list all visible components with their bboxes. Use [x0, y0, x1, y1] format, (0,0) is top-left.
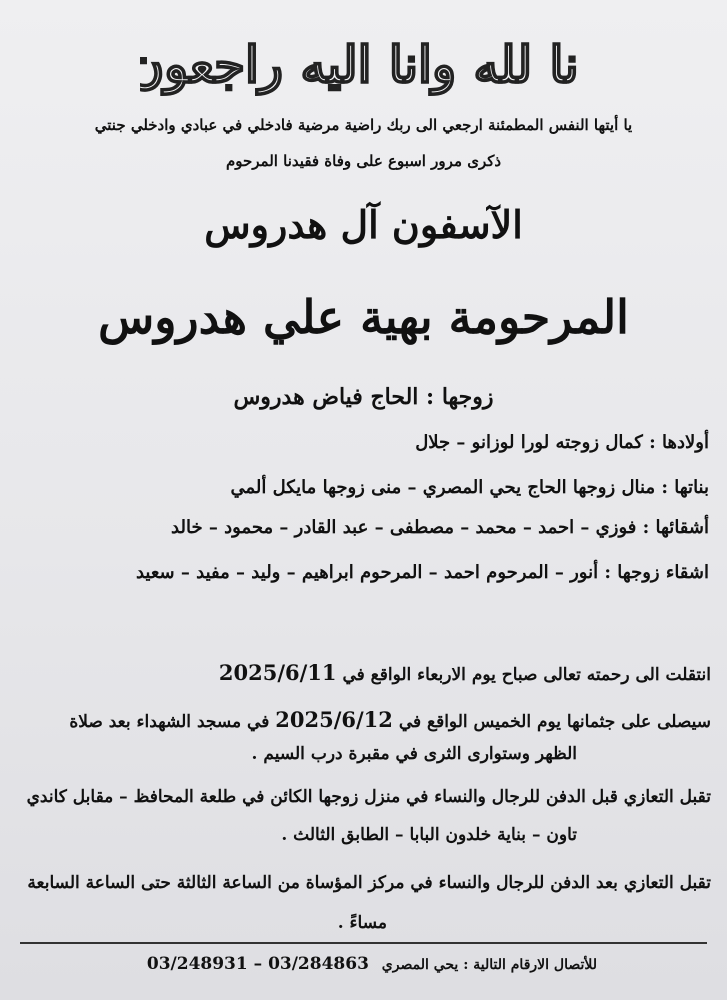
prayer-text-1: سيصلى على جثمانها يوم الخميس الواقع في: [398, 712, 711, 732]
burial-line: الظهر وستوارى الثرى في مقبرة درب السيم .: [251, 744, 577, 764]
family-title: الآسفون آل هدروس: [204, 202, 523, 247]
footer-divider: [20, 942, 707, 944]
prayer-text-2: في مسجد الشهداء بعد صلاة: [69, 712, 270, 732]
prayer-date: 2025/6/12: [275, 707, 393, 732]
condolence-before-line-2: تاون – بناية خلدون البابا – الطابق الثالث .: [281, 825, 577, 845]
daughters-line: بناتها : منال زوجها الحاج يحي المصري – منى زوجها مايكل ألمي: [230, 477, 709, 498]
calligraphy-text: انا لله وانا اليه راجعون: [140, 35, 580, 94]
husband-siblings-line: اشقاء زوجها : أنور – المرحوم احمد – المرحوم ابراهيم – وليد – مفيد – سعيد: [135, 562, 709, 583]
sons-line: أولادها : كمال زوجته لورا لوزانو – جلال: [415, 432, 709, 453]
condolence-after-line-2: مساءً .: [337, 913, 387, 933]
prayer-line: [69, 707, 711, 732]
contact-label: للأتصال الارقام التالية : يحي المصري: [381, 957, 597, 973]
contact-line: [147, 954, 597, 974]
passed-date: 2025/6/11: [218, 660, 337, 685]
calligraphy-svg: [140, 20, 580, 105]
siblings-line: أشقائها : فوزي – احمد – محمد – مصطفى – عبد القادر – محمود – خالد: [171, 517, 709, 538]
deceased-name: المرحومة بهية علي هدروس: [98, 290, 629, 344]
passed-away-line: [219, 660, 711, 685]
passed-text: انتقلت الى رحمته تعالى صباح يوم الاربعاء الواقع في: [342, 665, 711, 685]
condolence-after-line-1: تقبل التعازي بعد الدفن للرجال والنساء في مركز المؤساة من الساعة الثالثة حتى الساعة السابعة: [27, 873, 711, 893]
husband-line: زوجها : الحاج فياض هدروس: [233, 384, 494, 410]
quran-verse: يا أيتها النفس المطمئنة ارجعي الى ربك راضية مرضية فادخلي في عبادي وادخلي جنتي: [94, 116, 633, 134]
condolence-before-line-1: تقبل التعازي قبل الدفن للرجال والنساء في منزل زوجها الكائن في طلعة المحافظ – مقابل كاندي: [26, 787, 711, 807]
memorial-line: ذكرى مرور اسبوع على وفاة فقيدنا المرحوم: [225, 152, 502, 170]
contact-numbers: 03/284863 – 03/248931: [146, 954, 369, 974]
calligraphy-header: [140, 20, 580, 105]
